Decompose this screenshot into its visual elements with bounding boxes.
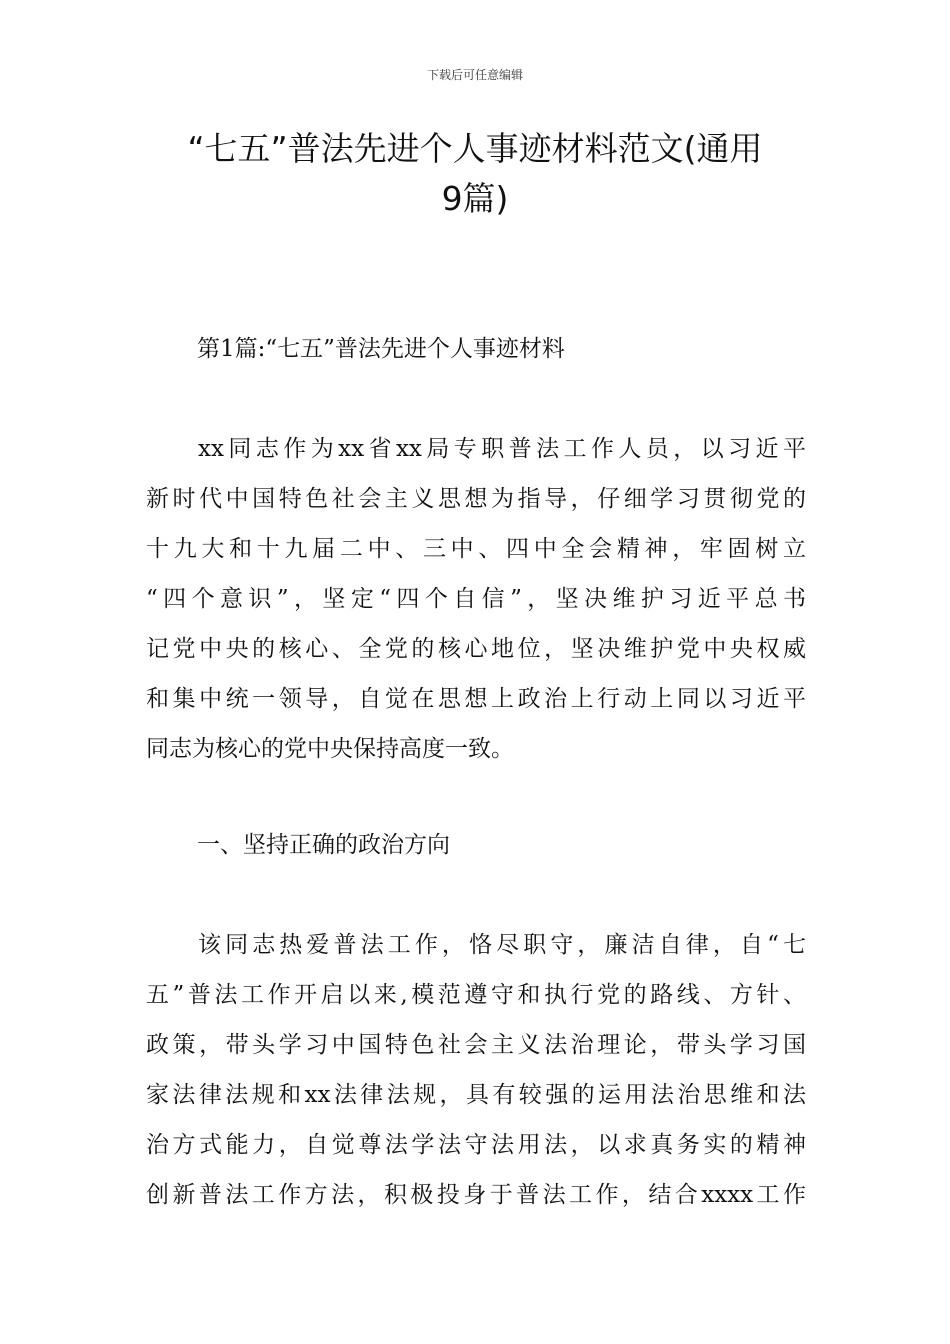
section-heading: 一、坚持正确的政治方向: [197, 832, 450, 858]
paragraph-line: 新时代中国特色社会主义思想为指导，仔细学习贯彻党的: [146, 486, 806, 512]
paragraph-line: 创新普法工作方法，积极投身于普法工作，结合xxxx工作: [146, 1182, 806, 1208]
paragraph-line: 十九大和十九届二中、三中、四中全会精神，牢固树立: [146, 536, 806, 562]
paragraph-line: 五”普法工作开启以来,模范遵守和执行党的路线、方针、: [146, 982, 806, 1008]
document-title: [140, 124, 810, 224]
paragraph: [146, 424, 806, 774]
paragraph-line: xx同志作为xx省xx局专职普法工作人员，以习近平: [198, 436, 806, 462]
paragraph-line: “四个意识”，坚定“四个自信”，坚决维护习近平总书: [146, 586, 806, 612]
paragraph-line: 家法律法规和xx法律法规，具有较强的运用法治思维和法: [146, 1082, 806, 1108]
header-note: 下载后可任意编辑: [426, 68, 523, 82]
paragraph-line: 治方式能力，自觉尊法学法守法用法，以求真务实的精神: [146, 1132, 806, 1158]
paragraph-line: 政策，带头学习中国特色社会主义法治理论，带头学习国: [146, 1032, 806, 1058]
section-heading: 第1篇:“七五”普法先进个人事迹材料: [197, 336, 565, 362]
paragraph-line: 同志为核心的党中央保持高度一致。: [146, 736, 514, 762]
paragraph-line: 和集中统一领导，自觉在思想上政治上行动上同以习近平: [146, 686, 806, 712]
title-line: 9篇): [441, 179, 509, 218]
paragraph: [146, 920, 806, 1220]
title-line: “七五”普法先进个人事迹材料范文(通用: [187, 129, 763, 168]
paragraph-line: 记党中央的核心、全党的核心地位，坚决维护党中央权威: [146, 636, 806, 662]
paragraph-line: 该同志热爱普法工作，恪尽职守，廉洁自律，自“七: [198, 932, 806, 958]
